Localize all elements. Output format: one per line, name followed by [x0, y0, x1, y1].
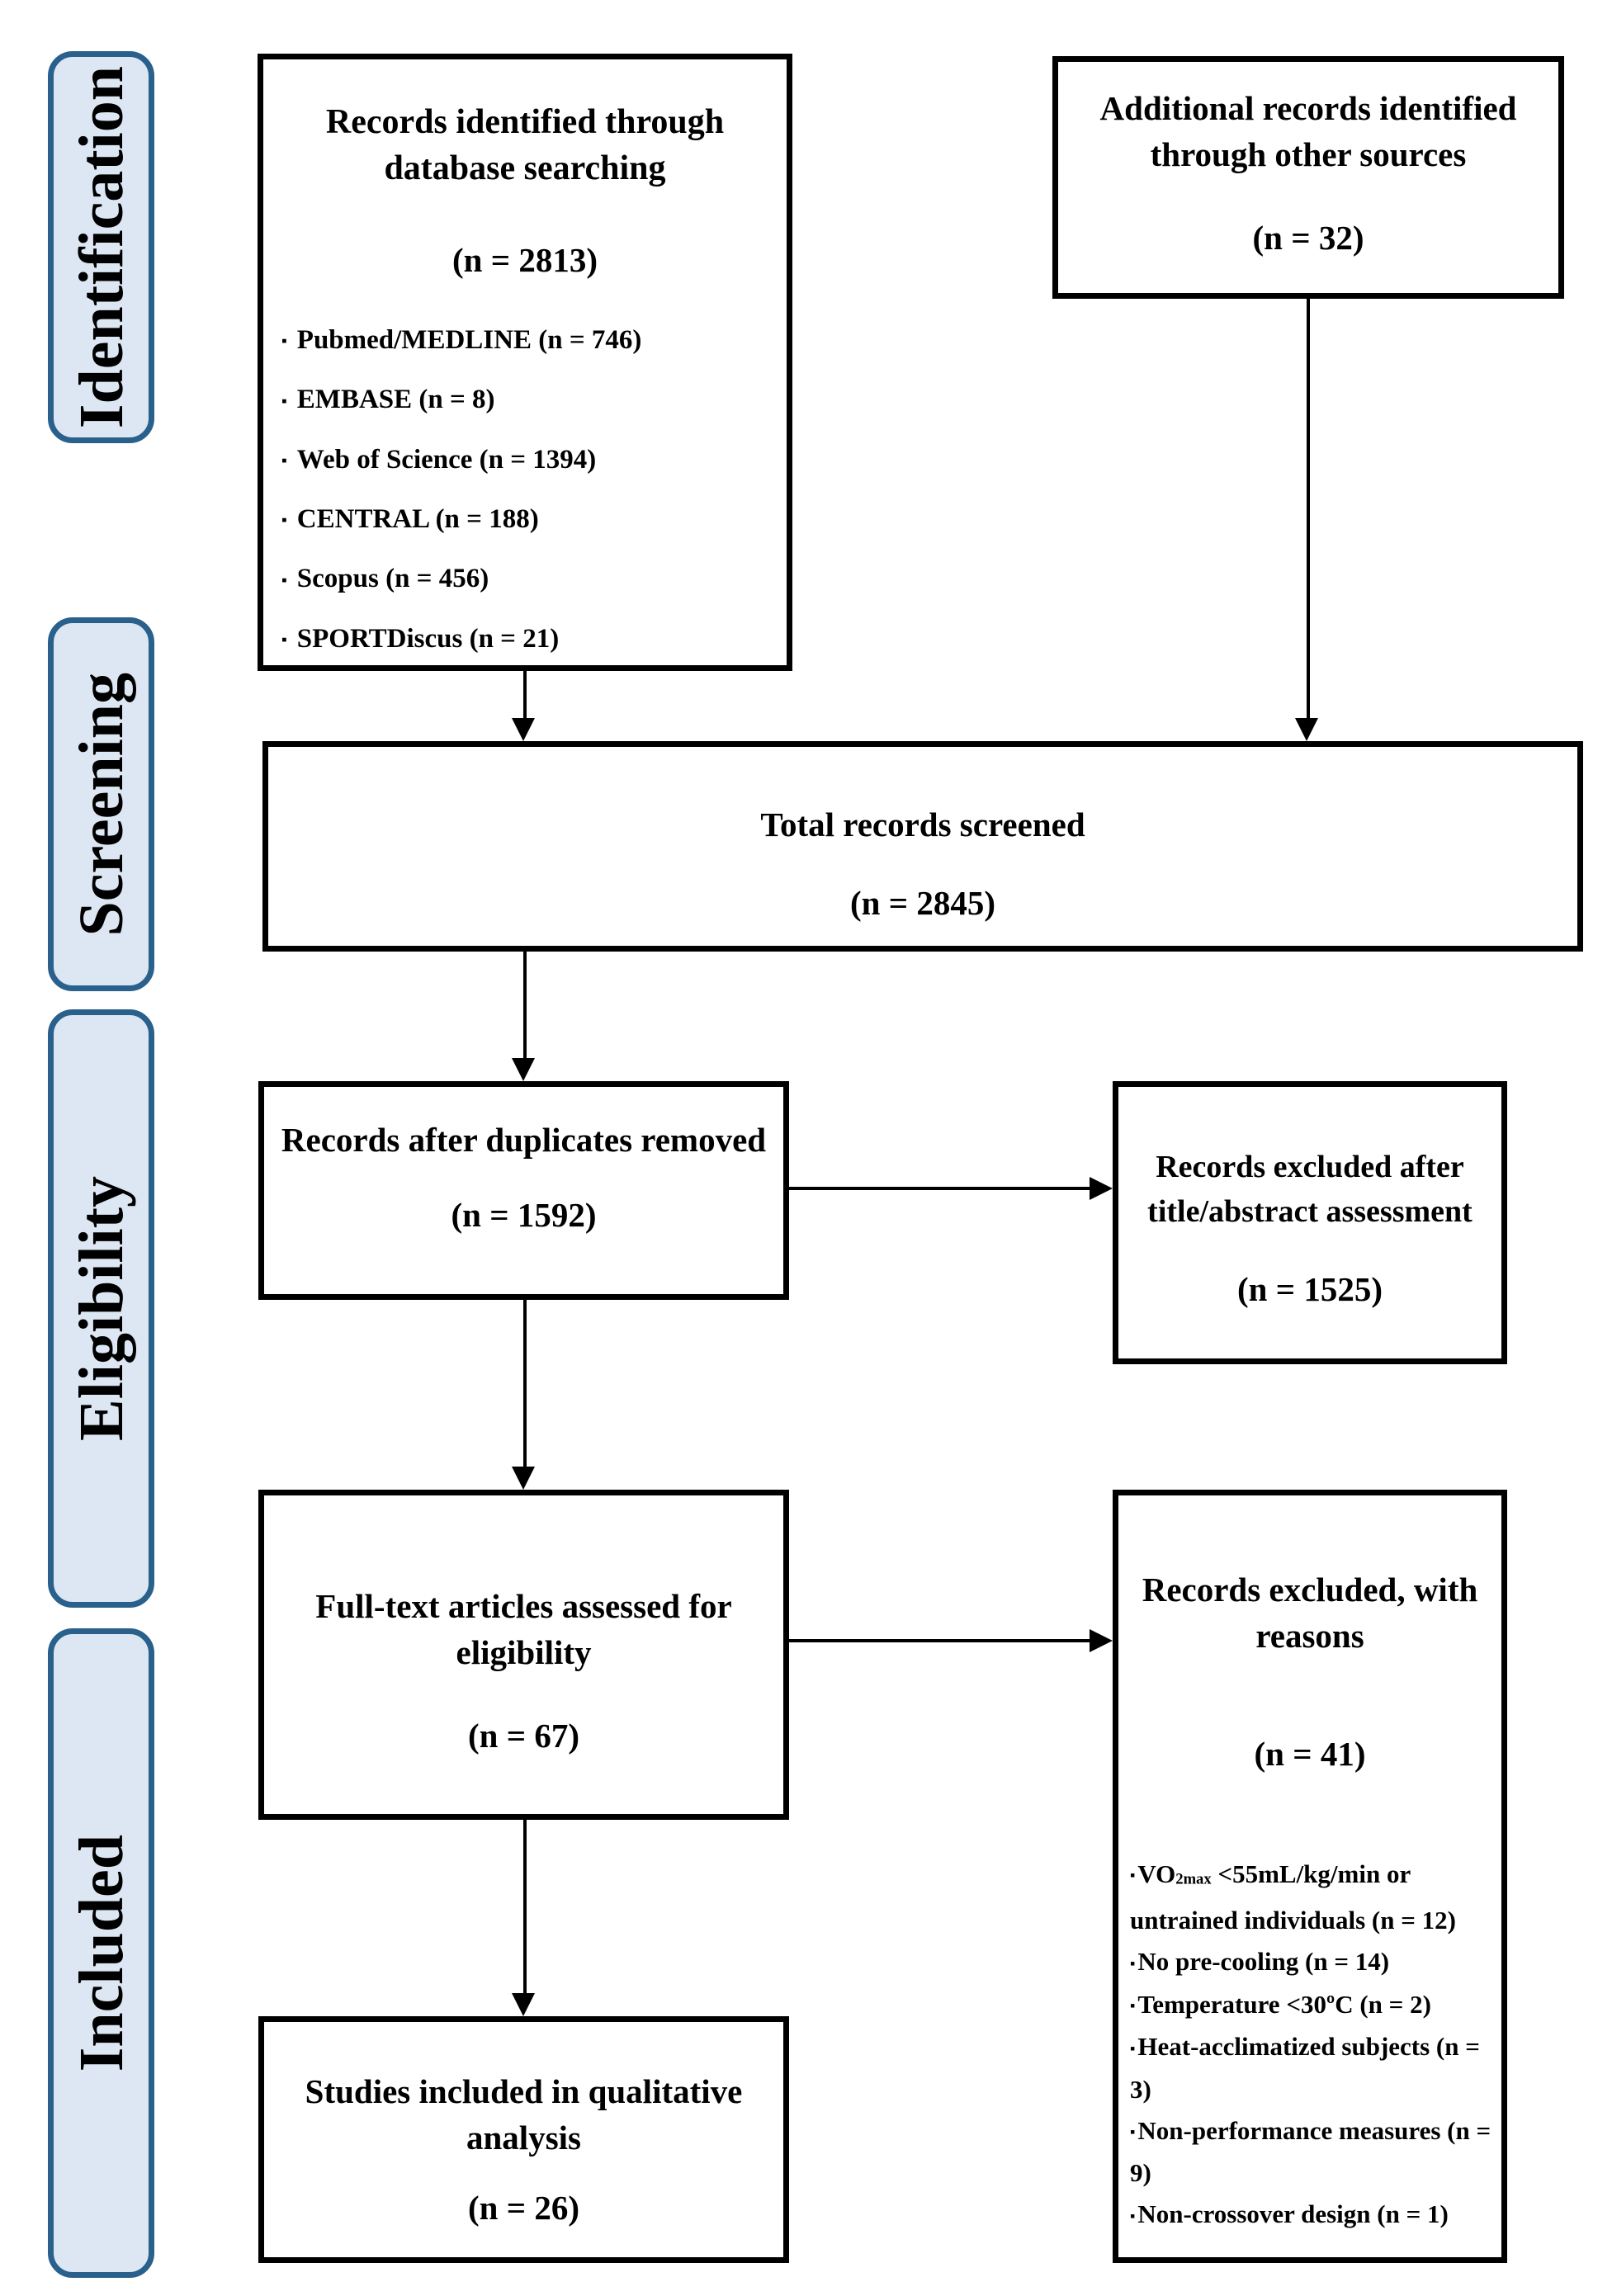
- box-after-duplicates-count: (n = 1592): [451, 1196, 597, 1234]
- box-after-duplicates: [258, 1081, 789, 1300]
- box-total-screened-count: (n = 2845): [850, 884, 995, 922]
- bullet-item: ▪Temperature <30ºC (n = 2): [1130, 1989, 1431, 2019]
- stage-identification: [48, 51, 154, 443]
- box-fulltext-assessed-title: Full-text articles assessed for eligibility: [315, 1587, 732, 1671]
- stage-included: [48, 1628, 154, 2278]
- bullet-square-icon: ▪: [281, 512, 287, 530]
- box-included-qualitative-title: Studies included in qualitative analysis: [305, 2072, 743, 2157]
- arrow-additional-to-screened: [1307, 299, 1310, 720]
- stage-included-label: Included: [66, 1834, 136, 2072]
- bullet-item: ▪ EMBASE (n = 8): [281, 385, 495, 415]
- box-included-qualitative-count: (n = 26): [468, 2189, 579, 2227]
- box-additional-records-count: (n = 32): [1252, 219, 1364, 257]
- box-excluded-with-reasons-title: Records excluded, with reasons: [1142, 1571, 1478, 1655]
- arrowhead-duplicates-to-fulltext: [512, 1467, 535, 1490]
- stage-screening-label: Screening: [66, 672, 136, 937]
- stage-screening: [48, 617, 154, 991]
- bullet-square-icon: ▪: [1130, 1954, 1136, 1972]
- box-records-identified-title: Records identified through database searching: [325, 103, 725, 187]
- bullet-item: ▪ Pubmed/MEDLINE (n = 746): [281, 325, 642, 355]
- stage-identification-label: Identification: [66, 65, 136, 429]
- box-after-duplicates-title: Records after duplicates removed: [281, 1121, 767, 1159]
- bullet-square-icon: ▪: [1130, 1867, 1136, 1884]
- arrowhead-duplicates-to-excluded: [1090, 1177, 1113, 1200]
- arrow-duplicates-to-excluded: [789, 1187, 1091, 1190]
- bullet-square-icon: ▪: [281, 451, 287, 470]
- bullet-item: ▪Non-crossover design (n = 1): [1130, 2199, 1449, 2229]
- box-additional-records-title: Additional records identified through other sources: [1099, 89, 1517, 173]
- arrow-screened-to-duplicates: [523, 952, 527, 1060]
- arrowhead-identified-to-screened: [512, 718, 535, 741]
- bullet-square-icon: ▪: [281, 333, 287, 351]
- stage-eligibility-label: Eligibility: [66, 1176, 136, 1441]
- box-records-identified: [258, 54, 792, 671]
- bullet-square-icon: ▪: [1130, 1997, 1136, 2015]
- bullet-square-icon: ▪: [281, 571, 287, 589]
- box-excluded-title-abstract: [1113, 1081, 1507, 1364]
- bullet-item: ▪ CENTRAL (n = 188): [281, 503, 539, 534]
- box-included-qualitative: [258, 2016, 789, 2263]
- bullet-square-icon: ▪: [281, 631, 287, 649]
- box-total-screened: [262, 741, 1583, 952]
- arrow-duplicates-to-fulltext: [523, 1300, 527, 1468]
- box-excluded-with-reasons-count: (n = 41): [1254, 1735, 1366, 1773]
- stage-eligibility: [48, 1009, 154, 1608]
- arrowhead-fulltext-to-included: [512, 1993, 535, 2016]
- arrowhead-screened-to-duplicates: [512, 1058, 535, 1081]
- bullet-square-icon: ▪: [1130, 2039, 1136, 2057]
- arrow-identified-to-screened: [523, 671, 527, 721]
- bullet-square-icon: ▪: [1130, 2207, 1136, 2224]
- bullet-item: ▪VO2max <55mL/kg/min or untrained individuals (n = 12): [1130, 1859, 1456, 1935]
- bullet-item: ▪Heat-acclimatized subjects (n = 3): [1130, 2032, 1480, 2104]
- arrowhead-additional-to-screened: [1295, 718, 1318, 741]
- bullet-item: ▪ Web of Science (n = 1394): [281, 444, 597, 475]
- box-excluded-title-abstract-count: (n = 1525): [1237, 1270, 1383, 1308]
- arrow-fulltext-to-reasons: [789, 1639, 1091, 1642]
- exclusion-reason-list: [1130, 1854, 1493, 2237]
- arrow-fulltext-to-included: [523, 1820, 527, 1995]
- box-records-identified-count: (n = 2813): [452, 241, 598, 279]
- box-fulltext-assessed: [258, 1490, 789, 1820]
- bullet-item: ▪Non-performance measures (n = 9): [1130, 2115, 1491, 2188]
- database-source-list: [281, 324, 772, 657]
- box-total-screened-title: Total records screened: [760, 805, 1085, 843]
- box-excluded-with-reasons: [1113, 1490, 1507, 2263]
- bullet-square-icon: ▪: [1130, 2124, 1136, 2141]
- bullet-item: ▪No pre-cooling (n = 14): [1130, 1947, 1390, 1977]
- bullet-square-icon: ▪: [281, 392, 287, 410]
- arrowhead-fulltext-to-reasons: [1090, 1629, 1113, 1652]
- box-fulltext-assessed-count: (n = 67): [468, 1717, 579, 1755]
- bullet-item: ▪ SPORTDiscus (n = 21): [281, 623, 560, 654]
- box-excluded-title-abstract-title: Records excluded after title/abstract assessment: [1147, 1150, 1473, 1229]
- bullet-item: ▪ Scopus (n = 456): [281, 564, 489, 594]
- box-additional-records: [1052, 56, 1564, 299]
